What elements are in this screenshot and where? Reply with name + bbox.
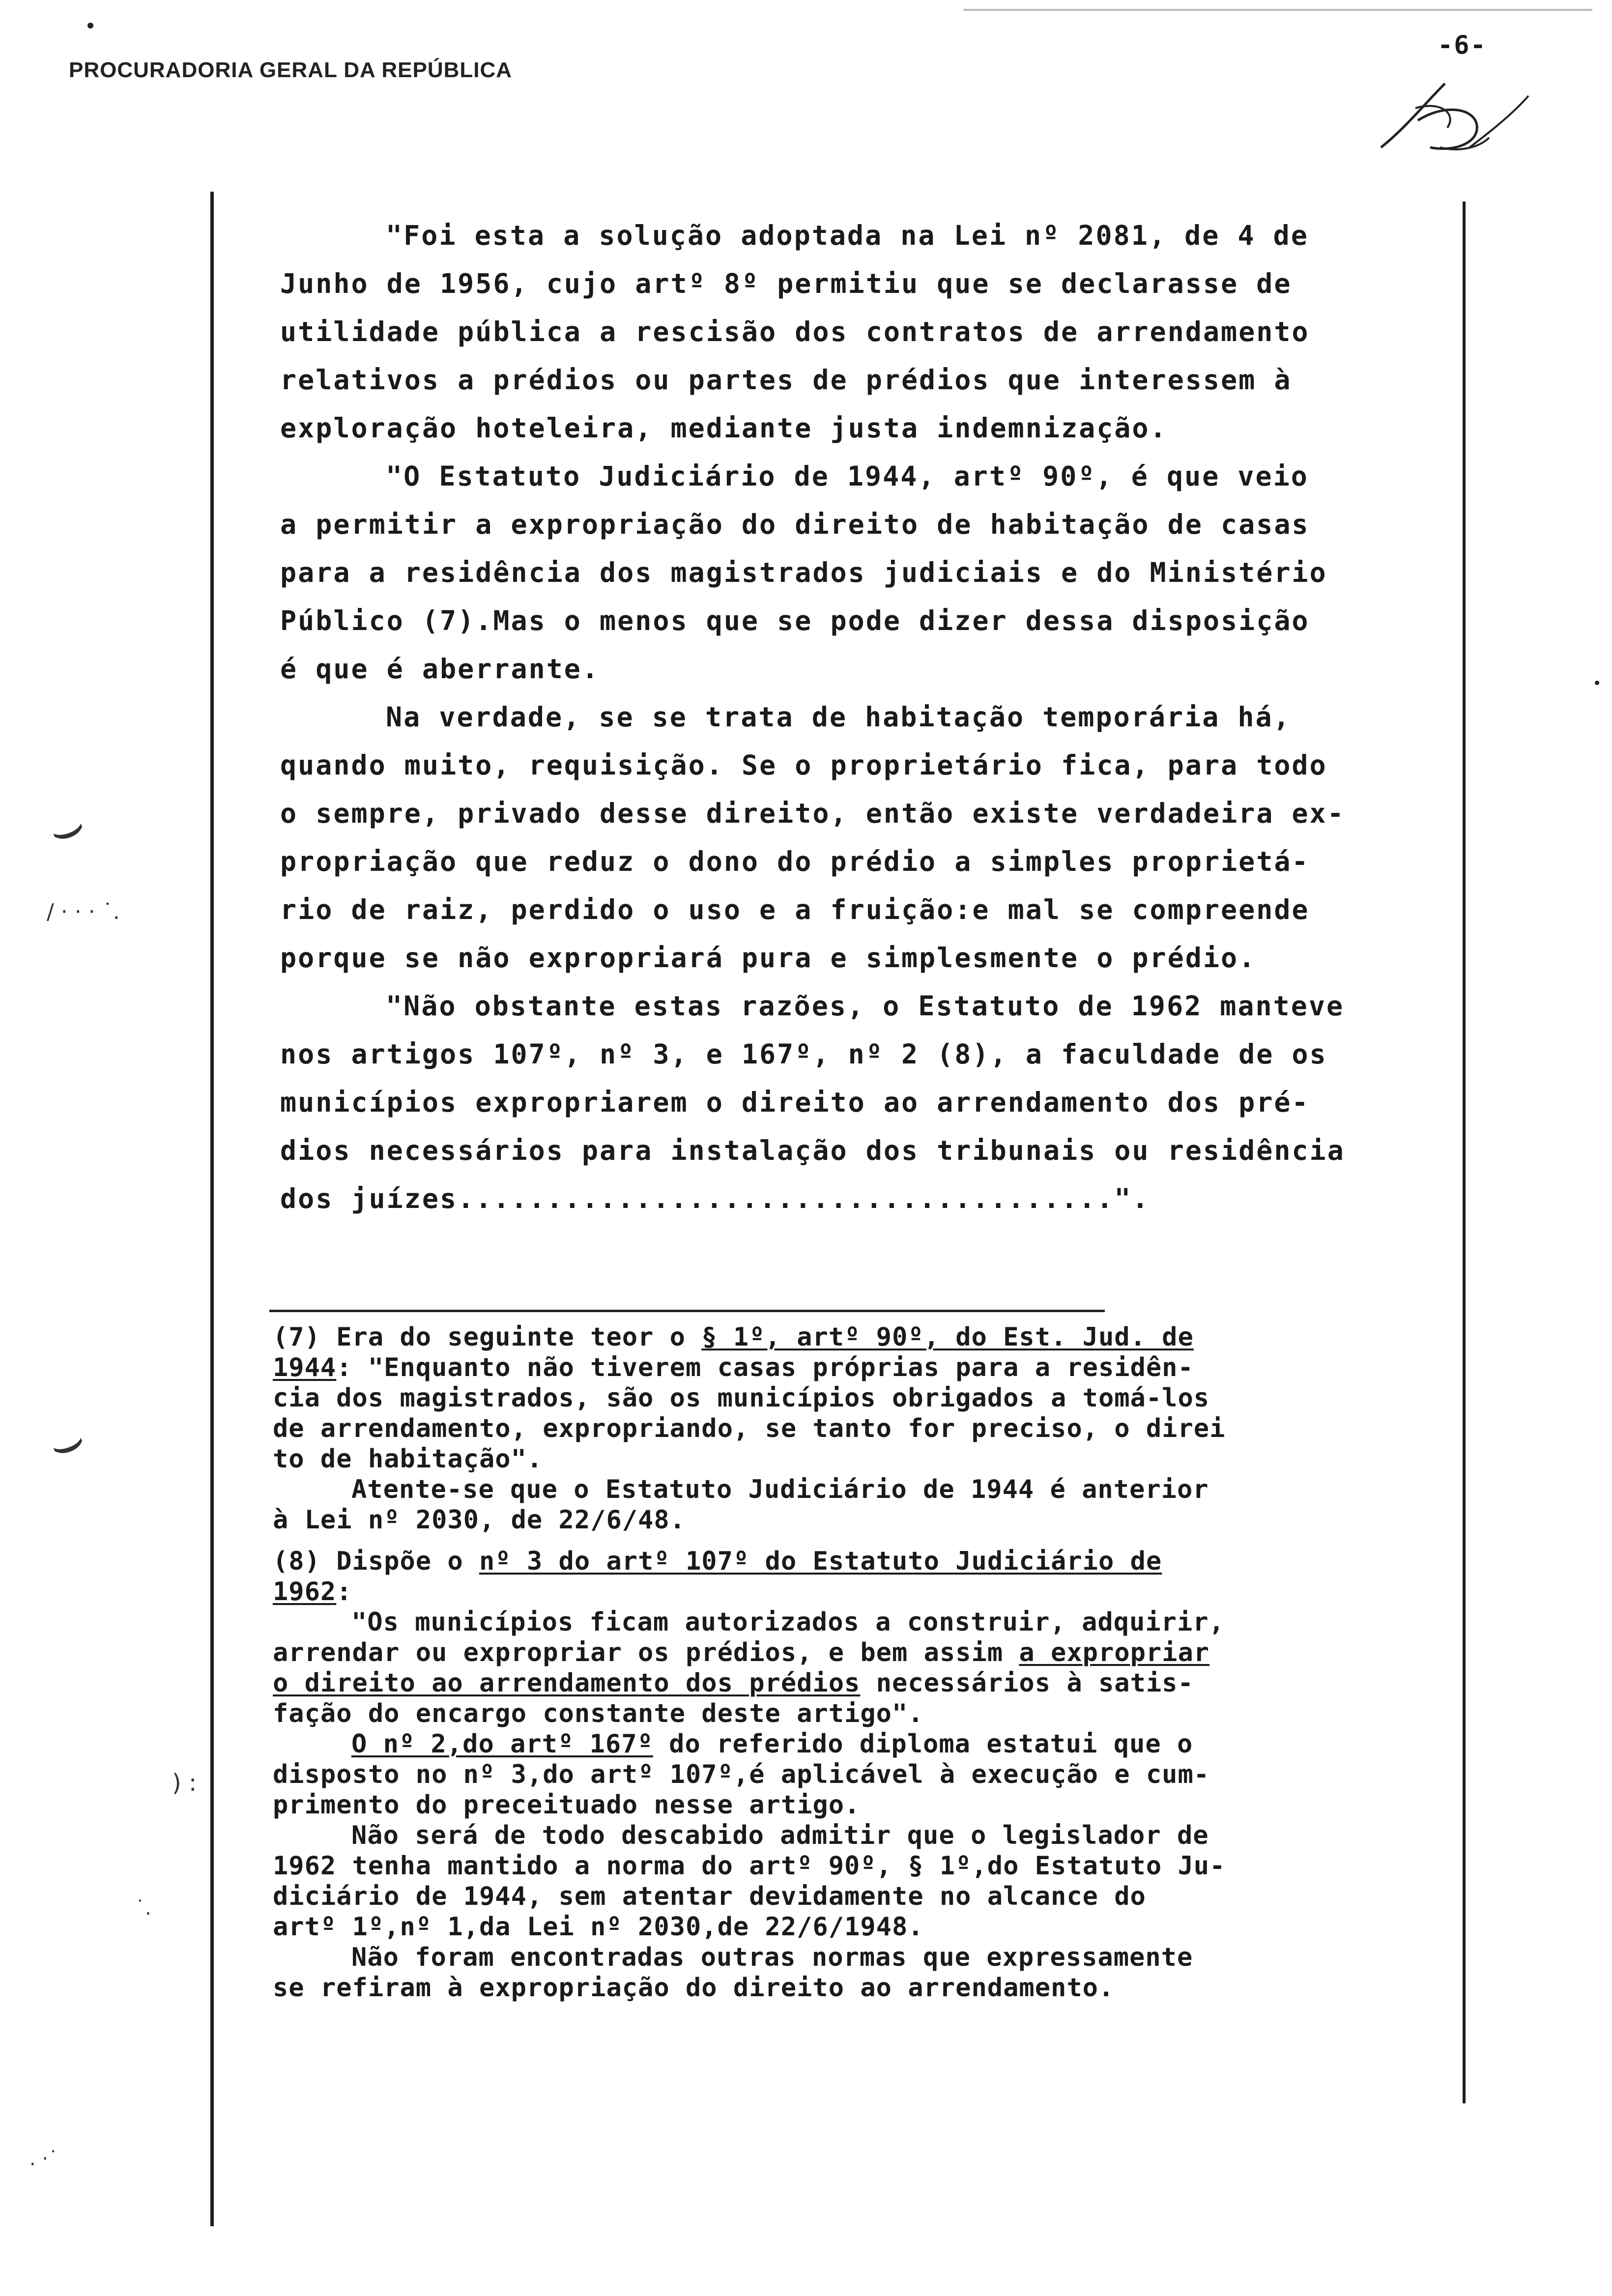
binding-hole-mark: ⌣ xyxy=(39,792,94,863)
footnote-separator xyxy=(269,1310,1105,1312)
scan-speck xyxy=(1595,681,1599,685)
footnote-8-line: se refiram à expropriação do direito ao arrendamento. xyxy=(273,1973,1115,2003)
footnote-8-line xyxy=(273,1668,1462,1698)
footnote-8-line xyxy=(273,1546,1462,1577)
footnote-8-line: artº 1º,nº 1,da Lei nº 2030,de 22/6/1948. xyxy=(273,1912,924,1942)
footnote-8-line: primento do preceituado nesse artigo. xyxy=(273,1790,861,1820)
footnote-7-line: à Lei nº 2030, de 22/6/48. xyxy=(273,1505,686,1535)
body-line: porque se não expropriará pura e simplesmente o prédio. xyxy=(280,942,1257,974)
scan-speck: / · · · ˙. xyxy=(47,899,120,924)
body-line: "Não obstante estas razões, o Estatuto de 1962 manteve xyxy=(386,990,1345,1022)
left-margin-rule xyxy=(210,192,214,2226)
footnote-7-line: de arrendamento, expropriando, se tanto for preciso, o direi xyxy=(273,1414,1226,1443)
footnote-7-line: Atente-se que o Estatuto Judiciário de 1944 é anterior xyxy=(351,1475,1209,1504)
body-line: dios necessários para instalação dos tribunais ou residência xyxy=(280,1135,1345,1166)
footnote-8-underlined: a expropriar xyxy=(1019,1638,1210,1667)
footnote-8-line: disposto no nº 3,do artº 107º,é aplicável à execução e cum- xyxy=(273,1760,1210,1789)
footnote-8-citation: 1962 xyxy=(273,1577,337,1607)
footnote-8-text: do referido diploma estatui que o xyxy=(653,1729,1193,1759)
body-line: nos artigos 107º, nº 3, e 167º, nº 2 (8), a faculdade de os xyxy=(280,1038,1327,1070)
footnote-8-underlined: o direito ao arrendamento dos prédios xyxy=(273,1668,861,1698)
footnote-8-line: Não será de todo descabido admitir que o legislador de xyxy=(351,1821,1209,1850)
footnote-8-line: "Os municípios ficam autorizados a construir, adquirir, xyxy=(351,1607,1225,1637)
body-line: Junho de 1956, cujo artº 8º permitiu que se declarasse de xyxy=(280,268,1292,299)
body-line: rio de raiz, perdido o uso e a fruição:e mal se compreende xyxy=(280,894,1310,925)
footnote-8-text: : xyxy=(336,1577,352,1607)
footnote-8-text: necessários à satis- xyxy=(860,1668,1194,1698)
footnote-8-citation: nº 3 do artº 107º do Estatuto Judiciário de xyxy=(479,1547,1162,1576)
body-line: exploração hoteleira, mediante justa indemnização. xyxy=(280,412,1168,444)
body-line: relativos a prédios ou partes de prédios que interessem à xyxy=(280,364,1292,396)
body-line: dos juízes.....................................". xyxy=(280,1183,1150,1214)
body-line: a permitir a expropriação do direito de habitação de casas xyxy=(280,509,1310,540)
body-line: propriação que reduz o dono do prédio a simples proprietá- xyxy=(280,846,1310,877)
body-line: Na verdade, se se trata de habitação temporária há, xyxy=(386,701,1291,733)
page-number: -6- xyxy=(1438,30,1487,60)
footnote-7-text: (7) Era do seguinte teor o xyxy=(273,1322,702,1352)
body-line: "O Estatuto Judiciário de 1944, artº 90º, é que veio xyxy=(386,460,1309,492)
scan-speck: ˙. xyxy=(135,1897,151,1920)
footnote-8-line: fação do encargo constante deste artigo". xyxy=(273,1699,924,1728)
footnote-7-line xyxy=(273,1322,1462,1352)
footnote-8-text: (8) Dispõe o xyxy=(273,1547,479,1576)
body-line: municípios expropriarem o direito ao arrendamento dos pré- xyxy=(280,1087,1310,1118)
footnotes xyxy=(273,1322,1462,2003)
footnote-8-text: arrendar ou expropriar os prédios, e bem assim xyxy=(273,1638,1019,1667)
body-line: quando muito, requisição. Se o proprietário fica, para todo xyxy=(280,749,1327,781)
body-text xyxy=(280,211,1460,1223)
header-organization: PROCURADORIA GERAL DA REPÚBLICA xyxy=(69,58,513,82)
footnote-8-underlined: O nº 2,do artº 167º xyxy=(351,1729,653,1759)
body-line: utilidade pública a rescisão dos contratos de arrendamento xyxy=(280,316,1310,347)
footnote-8-line xyxy=(273,1577,1462,1607)
body-line: "Foi esta a solução adoptada na Lei nº 2081, de 4 de xyxy=(386,220,1309,251)
footnote-8-line: diciário de 1944, sem atentar devidamente no alcance do xyxy=(273,1882,1146,1911)
footnote-8-line: 1962 tenha mantido a norma do artº 90º, § 1º,do Estatuto Ju- xyxy=(273,1851,1226,1881)
body-line: é que é aberrante. xyxy=(280,653,600,685)
body-line: o sempre, privado desse direito, então existe verdadeira ex- xyxy=(280,798,1345,829)
footnote-7-line xyxy=(273,1352,1462,1383)
footnote-7-citation: 1944 xyxy=(273,1353,337,1382)
footnote-8-line xyxy=(273,1637,1462,1668)
scan-speck xyxy=(87,23,93,29)
binding-hole-mark: ⌣ xyxy=(39,1406,94,1478)
footnote-8-line: Não foram encontradas outras normas que expressamente xyxy=(351,1943,1193,1972)
top-rule xyxy=(963,9,1592,11)
initials-signature xyxy=(1371,74,1533,162)
right-margin-rule xyxy=(1463,201,1466,2103)
footnote-8-line xyxy=(273,1729,1462,1759)
body-line: para a residência dos magistrados judiciais e do Ministério xyxy=(280,557,1327,588)
footnote-7-line: cia dos magistrados, são os municípios obrigados a tomá-los xyxy=(273,1383,1210,1413)
scan-speck: . ·˙ xyxy=(29,2148,58,2170)
footnote-7-line: to de habitação". xyxy=(273,1444,543,1474)
footnote-7-text: : "Enquanto não tiverem casas próprias para a residên- xyxy=(336,1353,1194,1382)
scan-speck: ) : xyxy=(172,1769,197,1797)
body-line: Público (7).Mas o menos que se pode dizer dessa disposição xyxy=(280,605,1310,636)
footnote-7-citation: § 1º, artº 90º, do Est. Jud. de xyxy=(701,1322,1194,1352)
